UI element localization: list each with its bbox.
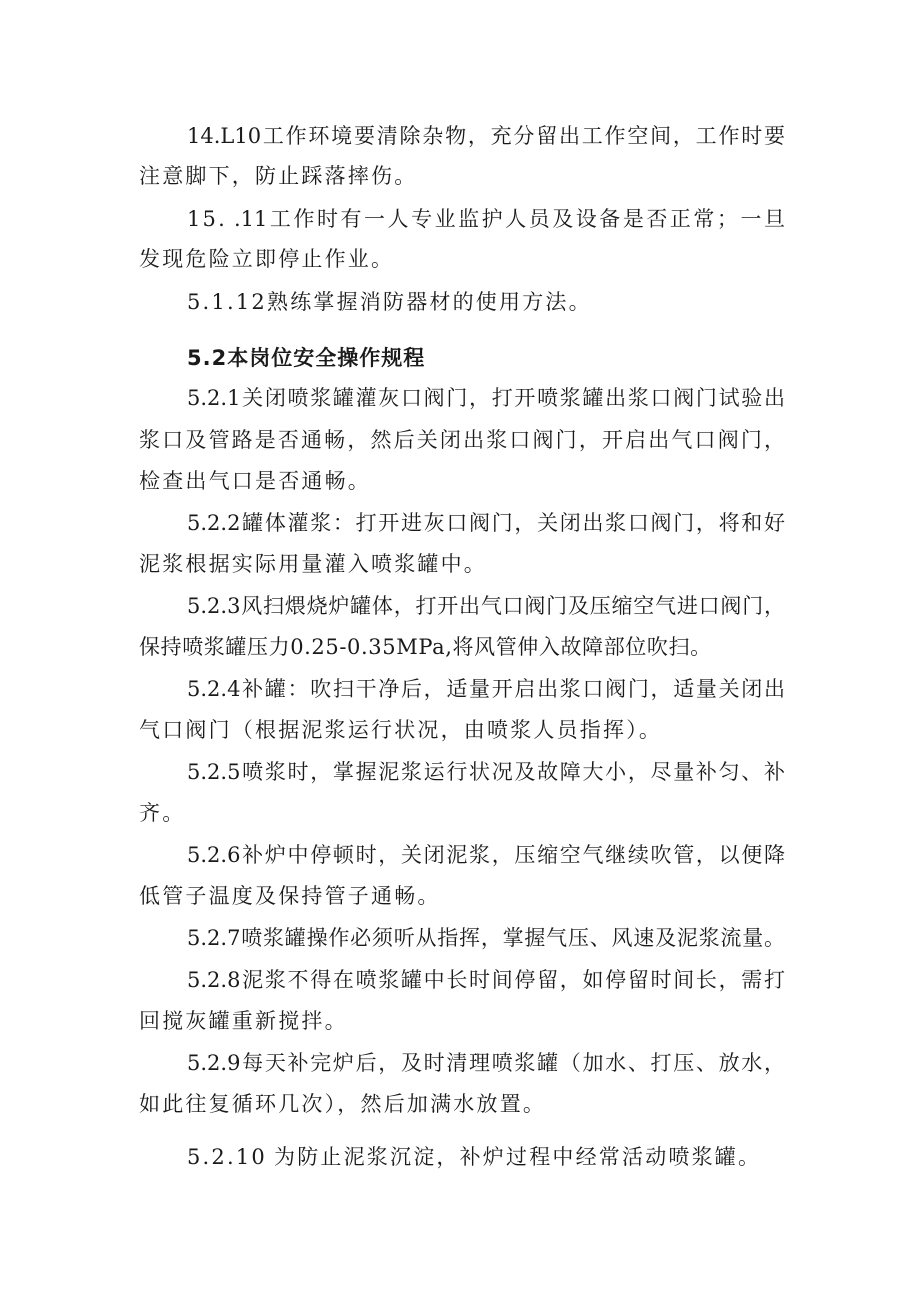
paragraph-5-2-7: 5.2.7喷浆罐操作必须听从指挥，掌握气压、风速及泥浆流量。 — [187, 926, 785, 950]
paragraph-5-2-9-line-1: 5.2.9每天补完炉后，及时清理喷浆罐（加水、打压、放水， — [187, 1051, 785, 1075]
paragraph-14-line-1: 14.L10工作环境要清除杂物，充分留出工作空间，工作时要 — [187, 124, 785, 148]
paragraph-5-2-6-line-2: 低管子温度及保持管子通畅。 — [139, 884, 441, 908]
paragraph-14-line-2: 注意脚下，防止踩落摔伤。 — [139, 164, 418, 188]
paragraph-5-2-6-line-1: 5.2.6补炉中停顿时，关闭泥浆，压缩空气继续吹管，以便降 — [187, 843, 785, 867]
paragraph-15-line-2: 发现危险立即停止作业。 — [139, 247, 395, 271]
paragraph-5-2-3-line-1: 5.2.3风扫煨烧炉罐体，打开出气口阀门及压缩空气进口阀门， — [187, 594, 785, 618]
paragraph-5-2-4-line-1: 5.2.4补罐：吹扫干净后，适量开启出浆口阀门，适量关闭出 — [187, 677, 785, 701]
paragraph-5-2-2-line-1: 5.2.2罐体灌浆：打开进灰口阀门，关闭出浆口阀门，将和好 — [187, 511, 785, 535]
paragraph-15-number: 15. — [187, 207, 227, 231]
paragraph-5-2-3-line-2: 保持喷浆罐压力0.25-0.35MPa,将风管伸入故障部位吹扫。 — [139, 635, 712, 659]
paragraph-5-2-1-line-1: 5.2.1关闭喷浆罐灌灰口阀门，打开喷浆罐出浆口阀门试验出 — [187, 386, 785, 410]
section-heading-5-2: 5.2本岗位安全操作规程 — [187, 346, 426, 370]
paragraph-5-2-8-line-1: 5.2.8泥浆不得在喷浆罐中长时间停留，如停留时间长，需打 — [187, 968, 785, 992]
paragraph-5-2-8-line-2: 回搅灰罐重新搅拌。 — [139, 1009, 348, 1033]
paragraph-5-2-4-line-2: 气口阀门（根据泥浆运行状况，由喷浆人员指挥）。 — [139, 718, 663, 742]
paragraph-15-line-1: .11工作时有一人专业监护人员及设备是否正常；一旦 — [234, 207, 785, 231]
paragraph-5-2-1-line-3: 检查出气口是否通畅。 — [139, 469, 371, 493]
paragraph-5-2-5-line-2: 齐。 — [139, 801, 186, 825]
paragraph-5-1-12: 5.1.12熟练掌握消防器材的使用方法。 — [187, 290, 592, 314]
paragraph-5-2-9-line-2: 如此往复循环几次），然后加满水放置。 — [139, 1092, 547, 1116]
paragraph-5-2-1-line-2: 浆口及管路是否通畅，然后关闭出浆口阀门，开启出气口阀门， — [139, 428, 785, 452]
paragraph-5-2-5-line-1: 5.2.5喷浆时，掌握泥浆运行状况及故障大小，尽量补匀、补 — [187, 760, 785, 784]
paragraph-5-2-2-line-2: 泥浆根据实际用量灌入喷浆罐中。 — [139, 552, 487, 576]
paragraph-5-2-10-number: 5.2.10 — [187, 1145, 267, 1169]
paragraph-5-2-10-text: 为防止泥浆沉淀，补炉过程中经常活动喷浆罐。 — [274, 1145, 762, 1169]
